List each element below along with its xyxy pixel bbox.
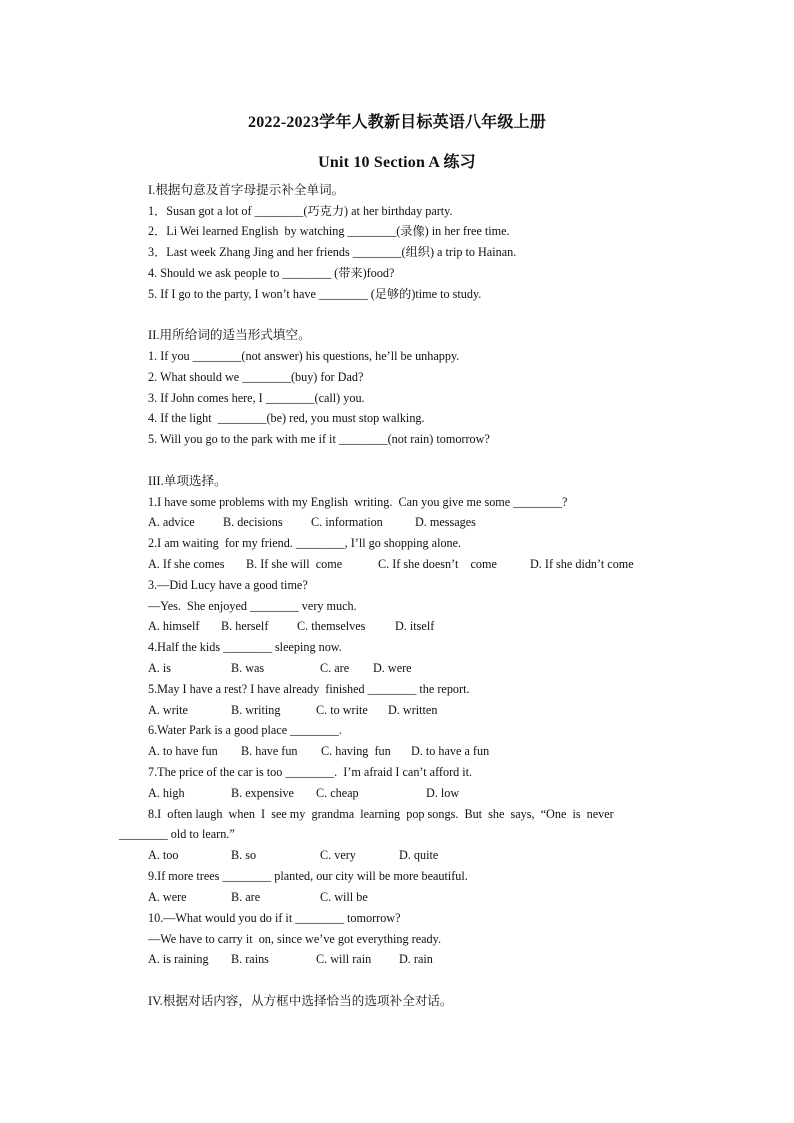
question-1-option-b: B. decisions <box>223 515 283 529</box>
section-2-item: 2. What should we ________(buy) for Dad? <box>148 370 364 384</box>
section-2-heading: II.用所给词的适当形式填空。 <box>148 328 311 342</box>
question-7-stem: 7.The price of the car is too ________. I’m afraid I can’t afford it. <box>148 765 473 779</box>
question-8-option-b: B. so <box>231 848 257 862</box>
section-1-item: 3．Last week Zhang Jing and her friends ________(组织) a trip to Hainan. <box>148 245 517 259</box>
question-4-option-a: A. is <box>148 661 172 675</box>
question-7-option-b: B. expensive <box>231 786 294 800</box>
question-5-option-d: D. written <box>388 703 438 717</box>
question-6-option-d: D. to have a fun <box>411 744 490 758</box>
question-10-reply: —We have to carry it on, since we’ve got everything ready. <box>148 932 441 946</box>
question-2-stem: 2.I am waiting for my friend. ________, I’ll go shopping alone. <box>148 536 462 550</box>
question-7-option-a: A. high <box>148 786 185 800</box>
worksheet-title: 2022-2023学年人教新目标英语八年级上册 <box>248 114 546 131</box>
section-2-item: 5. Will you go to the park with me if it ________(not rain) tomorrow? <box>148 432 490 446</box>
question-3-option-d: D. itself <box>395 619 435 633</box>
question-1-option-a: A. advice <box>148 515 195 529</box>
section-3-heading: III.单项选择。 <box>148 474 227 488</box>
question-4-option-d: D. were <box>373 661 412 675</box>
question-3-option-c: C. themselves <box>297 619 366 633</box>
section-2-item: 4. If the light ________(be) red, you must stop walking. <box>148 411 425 425</box>
question-9-option-a: A. were <box>148 890 187 904</box>
question-8-stem: 8.I often laugh when I see my grandma learning pop songs. But she says, “One is never <box>148 807 614 821</box>
section-4-heading: IV.根据对话内容，从方框中选择恰当的选项补全对话。 <box>148 994 453 1008</box>
question-1-stem: 1.I have some problems with my English writing. Can you give me some ________? <box>148 495 568 509</box>
question-10-option-a: A. is raining <box>148 952 209 966</box>
question-8-option-a: A. too <box>148 848 179 862</box>
question-8-option-c: C. very <box>320 848 356 862</box>
question-3-option-a: A. himself <box>148 619 200 633</box>
question-8-option-d: D. quite <box>399 848 439 862</box>
question-2-option-b: B. If she will come <box>246 557 343 571</box>
question-10-stem: 10.—What would you do if it ________ tomorrow? <box>148 911 401 925</box>
question-10-option-b: B. rains <box>231 952 269 966</box>
worksheet-subtitle: Unit 10 Section A 练习 <box>318 154 476 171</box>
question-4-stem: 4.Half the kids ________ sleeping now. <box>148 640 342 654</box>
question-5-stem: 5.May I have a rest? I have already finished ________ the report. <box>148 682 470 696</box>
section-2-item: 3. If John comes here, I ________(call) you. <box>148 391 365 405</box>
section-1-heading: I.根据句意及首字母提示补全单词。 <box>148 183 345 197</box>
question-1-option-c: C. information <box>311 515 383 529</box>
question-2-option-a: A. If she comes <box>148 557 225 571</box>
question-10-option-d: D. rain <box>399 952 433 966</box>
question-3-option-b: B. herself <box>221 619 269 633</box>
question-5-option-b: B. writing <box>231 703 281 717</box>
question-10-option-c: C. will rain <box>316 952 372 966</box>
question-6-stem: 6.Water Park is a good place ________. <box>148 723 342 737</box>
question-8-stem-continued: ________ old to learn.” <box>119 827 235 841</box>
section-1-item: 1．Susan got a lot of ________(巧克力) at her birthday party. <box>148 204 453 218</box>
question-7-option-c: C. cheap <box>316 786 359 800</box>
question-2-option-c: C. If she doesn’t come <box>378 557 497 571</box>
section-1-item: 5. If I go to the party, I won’t have ________ (足够的)time to study. <box>148 287 482 301</box>
question-6-option-a: A. to have fun <box>148 744 218 758</box>
question-4-option-b: B. was <box>231 661 265 675</box>
question-6-option-c: C. having fun <box>321 744 391 758</box>
question-6-option-b: B. have fun <box>241 744 298 758</box>
question-5-option-c: C. to write <box>316 703 368 717</box>
question-2-option-d: D. If she didn’t come <box>530 557 634 571</box>
question-9-option-b: B. are <box>231 890 261 904</box>
question-5-option-a: A. write <box>148 703 188 717</box>
question-3-reply: —Yes. She enjoyed ________ very much. <box>148 599 357 613</box>
question-3-stem: 3.—Did Lucy have a good time? <box>148 578 308 592</box>
question-1-option-d: D. messages <box>415 515 476 529</box>
question-7-option-d: D. low <box>426 786 460 800</box>
question-4-option-c: C. are <box>320 661 350 675</box>
question-9-option-c: C. will be <box>320 890 368 904</box>
question-9-stem: 9.If more trees ________ planted, our city will be more beautiful. <box>148 869 468 883</box>
section-1-item: 2．Li Wei learned English by watching ________(录像) in her free time. <box>148 224 510 238</box>
section-2-item: 1. If you ________(not answer) his questions, he’ll be unhappy. <box>148 349 460 363</box>
section-1-item: 4. Should we ask people to ________ (带来)food? <box>148 266 395 280</box>
